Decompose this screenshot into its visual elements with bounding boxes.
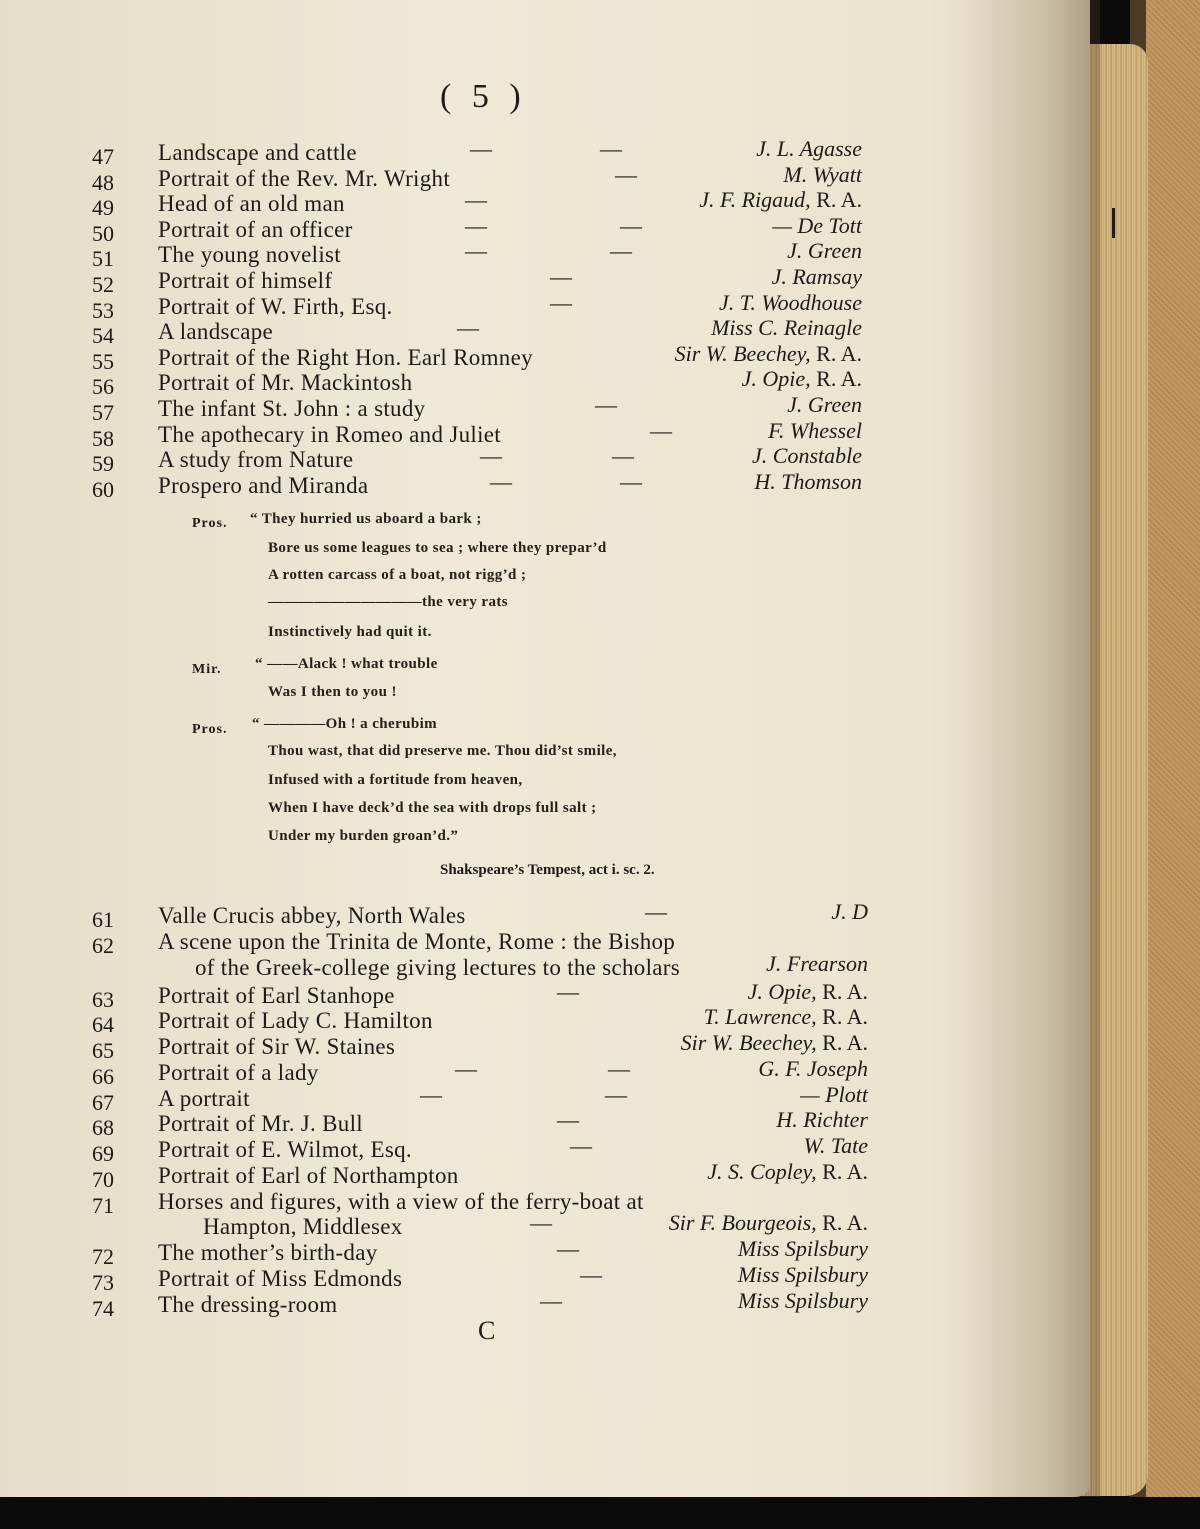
artist-name: J. Green bbox=[787, 392, 862, 417]
entry-dash: — bbox=[455, 1056, 477, 1081]
entry-dash: — bbox=[480, 443, 502, 468]
entry-number: 53 bbox=[92, 298, 114, 323]
artist-name: J. F. Rigaud, bbox=[699, 187, 811, 212]
artist-name: H. Thomson bbox=[754, 469, 862, 494]
quote-line: “ They hurried us aboard a bark ; bbox=[250, 511, 482, 527]
entry-artist bbox=[787, 238, 862, 264]
entry-title: Portrait of Miss Edmonds bbox=[158, 1266, 403, 1291]
margin-mark bbox=[1112, 208, 1115, 238]
quote-line: Instinctively had quit it. bbox=[268, 624, 432, 640]
quote-line: Was I then to you ! bbox=[268, 684, 397, 700]
entry-number: 67 bbox=[92, 1090, 114, 1115]
entry-title: The dressing-room bbox=[158, 1292, 338, 1317]
entry-number: 70 bbox=[92, 1167, 114, 1192]
entry-title: Hampton, Middlesex bbox=[203, 1214, 403, 1239]
speaker-label: Mir. bbox=[192, 662, 222, 677]
entry-number: 49 bbox=[92, 195, 114, 220]
artist-name: Sir W. Beechey, bbox=[674, 341, 811, 366]
entry-number: 74 bbox=[92, 1296, 114, 1321]
royal-academician-suffix: R. A. bbox=[816, 187, 862, 212]
entry-dash: — bbox=[457, 315, 479, 340]
entry-artist bbox=[669, 1210, 868, 1236]
quote-line: “ ————Oh ! a cherubim bbox=[252, 716, 438, 732]
entry-dash: — bbox=[620, 469, 642, 494]
entry-number: 63 bbox=[92, 987, 114, 1012]
entry-title: The infant St. John : a study bbox=[158, 396, 426, 421]
entry-number: 72 bbox=[92, 1244, 114, 1269]
artist-name: Miss C. Reinagle bbox=[711, 315, 862, 340]
quote-line: When I have deck’d the sea with drops full salt ; bbox=[268, 800, 597, 816]
entry-dash: — bbox=[557, 1107, 579, 1132]
artist-name: — Plott bbox=[800, 1082, 868, 1107]
entry-number: 56 bbox=[92, 374, 114, 399]
artist-name: J. Green bbox=[787, 238, 862, 263]
entry-dash: — bbox=[557, 1236, 579, 1261]
signature-mark: C bbox=[478, 1316, 496, 1345]
entry-artist bbox=[831, 899, 868, 925]
quote-line: Under my burden groan’d.” bbox=[268, 828, 459, 844]
entry-dash: — bbox=[550, 264, 572, 289]
entry-title: Portrait of Earl of Northampton bbox=[158, 1163, 459, 1188]
entry-title: Portrait of Mr. Mackintosh bbox=[158, 370, 413, 395]
artist-name: H. Richter bbox=[776, 1107, 868, 1132]
artist-name: Miss Spilsbury bbox=[737, 1236, 868, 1261]
entry-number: 60 bbox=[92, 477, 114, 502]
artist-name: J. Opie, bbox=[741, 366, 811, 391]
entry-title: A portrait bbox=[158, 1086, 250, 1111]
artist-name: Miss Spilsbury bbox=[737, 1288, 868, 1313]
entry-artist bbox=[704, 1004, 868, 1030]
royal-academician-suffix: R. A. bbox=[822, 1210, 868, 1235]
entry-artist bbox=[675, 341, 862, 367]
entry-dash: — bbox=[605, 1082, 627, 1107]
entry-title: Portrait of himself bbox=[158, 268, 333, 293]
royal-academician-suffix: R. A. bbox=[822, 1004, 868, 1029]
quote-line: “ ——Alack ! what trouble bbox=[255, 656, 438, 672]
entry-title: A study from Nature bbox=[158, 447, 354, 472]
entry-number: 52 bbox=[92, 272, 114, 297]
entry-number: 58 bbox=[92, 426, 114, 451]
quote-line: Thou wast, that did preserve me. Thou did’st smile, bbox=[268, 743, 617, 759]
entry-dash: — bbox=[465, 187, 487, 212]
artist-name: J. L. Agasse bbox=[756, 136, 862, 161]
artist-name: J. Constable bbox=[752, 443, 862, 468]
entry-dash: — bbox=[650, 418, 672, 443]
speaker-label: Pros. bbox=[192, 516, 228, 531]
page-number: ( 5 ) bbox=[440, 78, 527, 115]
entry-title: Portrait of an officer bbox=[158, 217, 353, 242]
entry-artist bbox=[752, 443, 862, 469]
entry-artist bbox=[754, 469, 862, 495]
entry-title: Landscape and cattle bbox=[158, 140, 357, 165]
entry-title: Prospero and Miranda bbox=[158, 473, 369, 498]
entry-dash: — bbox=[465, 213, 487, 238]
entry-title: Portrait of Lady C. Hamilton bbox=[158, 1008, 433, 1033]
artist-name: Miss Spilsbury bbox=[737, 1262, 868, 1287]
entry-artist bbox=[758, 1056, 868, 1082]
entry-artist bbox=[719, 290, 862, 316]
entry-number: 73 bbox=[92, 1270, 114, 1295]
entry-artist bbox=[707, 1159, 868, 1185]
entry-number: 64 bbox=[92, 1012, 114, 1037]
entry-title: Portrait of Sir W. Staines bbox=[158, 1034, 396, 1059]
entry-title: A landscape bbox=[158, 319, 274, 344]
entry-title: Portrait of a lady bbox=[158, 1060, 319, 1085]
entry-title: A scene upon the Trinita de Monte, Rome : the Bishop bbox=[158, 929, 676, 954]
entry-number: 62 bbox=[92, 933, 114, 958]
entry-artist bbox=[766, 951, 868, 977]
entry-dash: — bbox=[645, 899, 667, 924]
entry-number: 51 bbox=[92, 246, 114, 271]
entry-dash: — bbox=[530, 1210, 552, 1235]
royal-academician-suffix: R. A. bbox=[822, 1030, 868, 1055]
entry-title: Head of an old man bbox=[158, 191, 345, 216]
page-gutter-shadow bbox=[960, 0, 1100, 1497]
entry-title: Horses and figures, with a view of the ferry-boat at bbox=[158, 1189, 644, 1214]
royal-academician-suffix: R. A. bbox=[816, 341, 862, 366]
entry-title: Portrait of Earl Stanhope bbox=[158, 983, 395, 1008]
artist-name: J. Ramsay bbox=[771, 264, 862, 289]
entry-dash: — bbox=[600, 136, 622, 161]
entry-dash: — bbox=[580, 1262, 602, 1287]
artist-name: M. Wyatt bbox=[783, 162, 862, 187]
entry-dash: — bbox=[612, 443, 634, 468]
entry-artist bbox=[776, 1107, 868, 1133]
entry-dash: — bbox=[615, 162, 637, 187]
background-strip bbox=[0, 1497, 1200, 1529]
entry-artist bbox=[772, 264, 862, 290]
book-cover bbox=[1140, 0, 1200, 1500]
artist-name: Sir W. Beechey, bbox=[680, 1030, 817, 1055]
entry-dash: — bbox=[540, 1288, 562, 1313]
entry-artist bbox=[748, 979, 868, 1005]
artist-name: J. S. Copley, bbox=[707, 1159, 817, 1184]
entry-number: 71 bbox=[92, 1193, 114, 1218]
entry-number: 48 bbox=[92, 170, 114, 195]
artist-name: W. Tate bbox=[803, 1133, 868, 1158]
entry-title: The mother’s birth-day bbox=[158, 1240, 378, 1265]
quotation-citation: Shakspeare’s Tempest, act i. sc. 2. bbox=[440, 862, 655, 878]
royal-academician-suffix: R. A. bbox=[822, 1159, 868, 1184]
entry-artist bbox=[772, 213, 862, 239]
artist-name: J. Frearson bbox=[766, 951, 868, 976]
entry-title: The apothecary in Romeo and Juliet bbox=[158, 422, 501, 447]
entry-artist bbox=[681, 1030, 868, 1056]
entry-title: Portrait of the Right Hon. Earl Romney bbox=[158, 345, 533, 370]
entry-dash: — bbox=[620, 213, 642, 238]
entry-dash: — bbox=[557, 979, 579, 1004]
quote-line: Infused with a fortitude from heaven, bbox=[268, 772, 523, 788]
entry-artist bbox=[804, 1133, 868, 1159]
entry-dash: — bbox=[610, 238, 632, 263]
artist-name: Sir F. Bourgeois, bbox=[668, 1210, 817, 1235]
entry-artist bbox=[699, 187, 862, 213]
entry-artist bbox=[800, 1082, 868, 1108]
entry-artist bbox=[756, 136, 862, 162]
entry-artist bbox=[711, 315, 862, 341]
entry-artist bbox=[768, 418, 862, 444]
entry-title: Portrait of E. Wilmot, Esq. bbox=[158, 1137, 412, 1162]
artist-name: T. Lawrence, bbox=[703, 1004, 817, 1029]
entry-number: 54 bbox=[92, 323, 114, 348]
entry-artist bbox=[738, 1288, 868, 1314]
quote-line: Bore us some leagues to sea ; where they prepar’d bbox=[268, 540, 607, 556]
entry-number: 59 bbox=[92, 451, 114, 476]
speaker-label: Pros. bbox=[192, 722, 228, 737]
entry-title: Portrait of the Rev. Mr. Wright bbox=[158, 166, 451, 191]
entry-title: The young novelist bbox=[158, 242, 341, 267]
entry-number: 69 bbox=[92, 1141, 114, 1166]
entry-number: 61 bbox=[92, 907, 114, 932]
quote-line: A rotten carcass of a boat, not rigg’d ; bbox=[268, 567, 527, 583]
entry-title: Portrait of W. Firth, Esq. bbox=[158, 294, 393, 319]
royal-academician-suffix: R. A. bbox=[822, 979, 868, 1004]
entry-title: Portrait of Mr. J. Bull bbox=[158, 1111, 363, 1136]
quote-line: ——————————the very rats bbox=[268, 594, 509, 610]
entry-number: 50 bbox=[92, 221, 114, 246]
entry-artist bbox=[787, 392, 862, 418]
entry-artist bbox=[738, 1236, 868, 1262]
entry-dash: — bbox=[550, 290, 572, 315]
entry-dash: — bbox=[608, 1056, 630, 1081]
entry-number: 55 bbox=[92, 349, 114, 374]
entry-title: Valle Crucis abbey, North Wales bbox=[158, 903, 466, 928]
artist-name: J. T. Woodhouse bbox=[719, 290, 862, 315]
artist-name: J. D bbox=[831, 899, 868, 924]
entry-dash: — bbox=[570, 1133, 592, 1158]
entry-number: 68 bbox=[92, 1115, 114, 1140]
entry-dash: — bbox=[420, 1082, 442, 1107]
entry-dash: — bbox=[470, 136, 492, 161]
entry-number: 65 bbox=[92, 1038, 114, 1063]
artist-name: J. Opie, bbox=[747, 979, 817, 1004]
artist-name: F. Whessel bbox=[768, 418, 862, 443]
entry-number: 66 bbox=[92, 1064, 114, 1089]
entry-dash: — bbox=[595, 392, 617, 417]
artist-name: — De Tott bbox=[772, 213, 862, 238]
royal-academician-suffix: R. A. bbox=[816, 366, 862, 391]
entry-artist bbox=[738, 1262, 868, 1288]
entry-number: 57 bbox=[92, 400, 114, 425]
entry-artist bbox=[742, 366, 862, 392]
entry-number: 47 bbox=[92, 144, 114, 169]
artist-name: G. F. Joseph bbox=[758, 1056, 868, 1081]
entry-dash: — bbox=[465, 238, 487, 263]
entry-title: of the Greek-college giving lectures to the scholars bbox=[195, 955, 681, 980]
entry-artist bbox=[783, 162, 862, 188]
entry-dash: — bbox=[490, 469, 512, 494]
